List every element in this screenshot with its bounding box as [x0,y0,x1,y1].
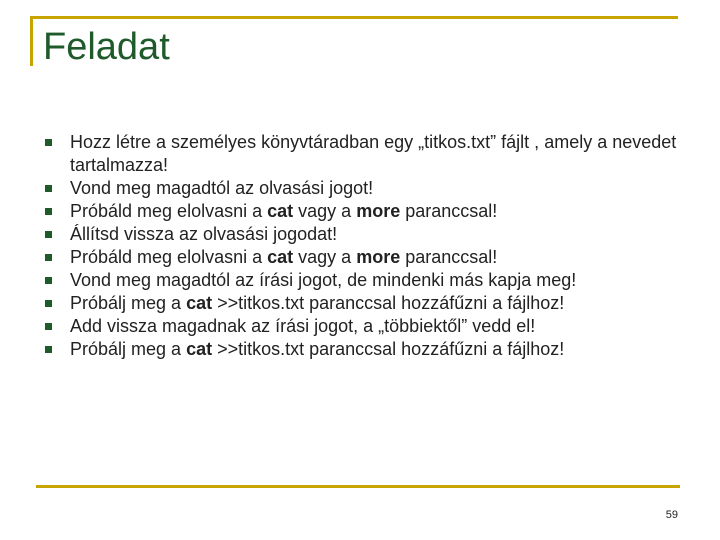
bullet-item [44,177,684,200]
bullet-text: Vond meg magadtól az olvasási jogot! [70,178,374,198]
bullet-text: Próbálj meg a cat >>titkos.txt paranccsal hozzáfűzni a fájlhoz! [70,339,565,359]
square-bullet-icon [45,300,52,307]
page-number: 59 [665,509,678,521]
square-bullet-icon [45,185,52,192]
title-frame-left-rule [30,16,33,66]
bullet-item [44,315,684,338]
bullet-text: Vond meg magadtól az írási jogot, de mindenki más kapja meg! [70,270,577,290]
square-bullet-icon [45,254,52,261]
bullet-item [44,246,684,269]
square-bullet-icon [45,231,52,238]
bullet-item [44,292,684,315]
footer-rule [36,485,680,488]
bullet-list [44,131,684,361]
bullet-text: Próbáld meg elolvasni a cat vagy a more paranccsal! [70,201,498,221]
square-bullet-icon [45,346,52,353]
bullet-item [44,269,684,292]
bullet-item [44,338,684,361]
square-bullet-icon [45,277,52,284]
title-frame-top-rule [30,16,678,19]
bullet-item [44,200,684,223]
square-bullet-icon [45,208,52,215]
bullet-text: Próbáld meg elolvasni a cat vagy a more paranccsal! [70,247,498,267]
slide-title: Feladat [43,26,170,68]
square-bullet-icon [45,139,52,146]
bullet-text: Próbálj meg a cat >>titkos.txt paranccsal hozzáfűzni a fájlhoz! [70,293,565,313]
bullet-text: Hozz létre a személyes könyvtáradban egy „titkos.txt” fájlt , amely a nevedet tartalmazza! [70,132,677,175]
bullet-text: Állítsd vissza az olvasási jogodat! [70,224,338,244]
square-bullet-icon [45,323,52,330]
bullet-item [44,131,684,177]
bullet-item [44,223,684,246]
bullet-text: Add vissza magadnak az írási jogot, a „többiektől” vedd el! [70,316,536,336]
